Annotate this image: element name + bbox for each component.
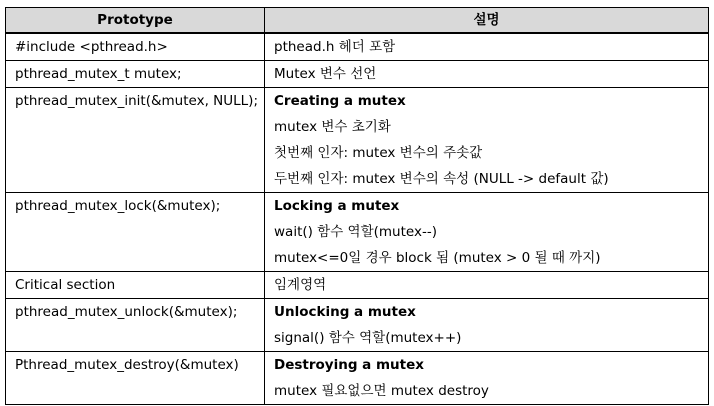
table-row (6, 61, 709, 88)
description-line: signal() 함수 역할(mutex++) (274, 330, 462, 346)
prototype-text: pthread_mutex_unlock(&mutex); (15, 304, 238, 320)
prototype-text: Critical section (15, 277, 116, 293)
description-line: mutex 변수 초기화 (274, 119, 391, 135)
description-heading: Locking a mutex (274, 198, 400, 214)
description-cell (265, 352, 709, 405)
description-line: Mutex 변수 선언 (274, 66, 377, 82)
header-description: 설명 (265, 8, 709, 34)
table-row (6, 33, 709, 61)
description-heading: Creating a mutex (274, 93, 406, 109)
prototype-text: pthread_mutex_lock(&mutex); (15, 198, 221, 214)
description-cell (265, 61, 709, 88)
table-row (6, 272, 709, 299)
header-row (6, 8, 709, 34)
description-cell (265, 272, 709, 299)
prototype-text: #include <pthread.h> (15, 39, 168, 55)
description-cell (265, 33, 709, 61)
description-line: 임계영역 (274, 277, 327, 293)
header-prototype: Prototype (6, 8, 265, 34)
table-row (6, 193, 709, 272)
description-cell (265, 88, 709, 193)
table-row (6, 299, 709, 352)
description-line: 첫번째 인자: mutex 변수의 주솟값 (274, 145, 483, 161)
prototype-text: pthread_mutex_init(&mutex, NULL); (15, 93, 258, 109)
description-heading: Destroying a mutex (274, 357, 424, 373)
prototype-cell (6, 299, 265, 352)
description-line: mutex<=0일 경우 block 됨 (mutex > 0 될 때 까지) (274, 250, 601, 266)
description-line: wait() 함수 역할(mutex--) (274, 224, 437, 240)
prototype-cell (6, 193, 265, 272)
prototype-text: Pthread_mutex_destroy(&mutex) (15, 357, 239, 373)
prototype-cell (6, 352, 265, 405)
prototype-cell (6, 33, 265, 61)
prototype-cell (6, 272, 265, 299)
prototype-cell (6, 61, 265, 88)
table-row (6, 88, 709, 193)
description-cell (265, 299, 709, 352)
description-heading: Unlocking a mutex (274, 304, 416, 320)
prototype-text: pthread_mutex_t mutex; (15, 66, 182, 82)
description-line: 두번째 인자: mutex 변수의 속성 (NULL -> default 값) (274, 171, 609, 187)
description-line: mutex 필요없으면 mutex destroy (274, 383, 489, 399)
mutex-api-table (5, 7, 709, 405)
table-body (6, 33, 709, 405)
description-cell (265, 193, 709, 272)
description-line: pthead.h 헤더 포함 (274, 39, 396, 55)
table-container (5, 7, 709, 405)
prototype-cell (6, 88, 265, 193)
table-row (6, 352, 709, 405)
